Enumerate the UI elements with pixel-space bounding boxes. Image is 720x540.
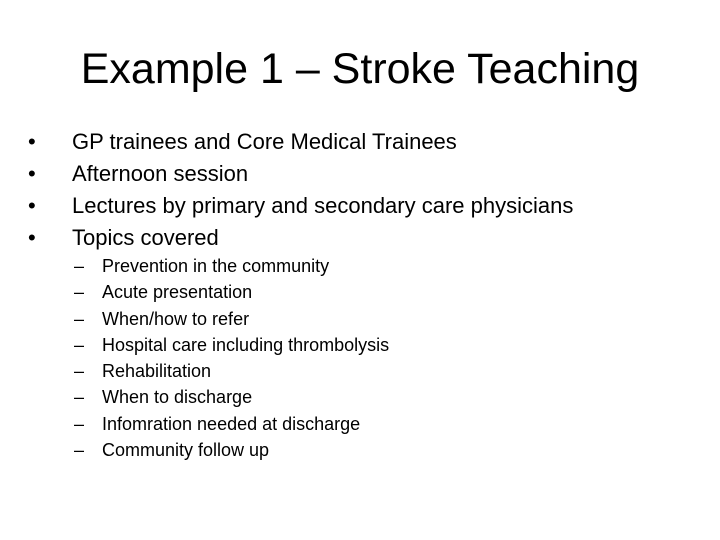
bullet-marker: •: [28, 129, 36, 154]
sub-bullet-marker: –: [74, 413, 85, 434]
sub-bullet-item: [74, 253, 694, 279]
sub-bullet-item: [74, 437, 694, 463]
bullet-text: GP trainees and Core Medical Trainees: [72, 129, 457, 154]
sub-bullet-text: Prevention in the community: [102, 256, 330, 276]
bullet-item: [24, 126, 704, 158]
sub-bullet-item: [74, 332, 694, 358]
sub-bullet-marker: –: [74, 361, 85, 382]
bullet-text: Afternoon session: [72, 161, 249, 186]
slide-title: Example 1 – Stroke Teaching: [80, 45, 640, 93]
bullet-text: Lectures by primary and secondary care physicians: [72, 193, 574, 218]
sub-bullet-item: [74, 384, 694, 410]
sub-bullet-text: Community follow up: [102, 440, 270, 461]
sub-bullet-text: Rehabilitation: [102, 361, 212, 382]
sub-bullet-marker: –: [74, 282, 85, 303]
sub-bullet-item: [74, 411, 694, 437]
bullet-item: [24, 158, 704, 190]
sub-bullet-text: When to discharge: [102, 387, 253, 408]
bullet-marker: •: [28, 225, 36, 250]
sub-bullet-marker: –: [74, 256, 85, 276]
sub-bullet-marker: –: [74, 334, 85, 355]
bullet-item: [24, 222, 704, 254]
bullet-item: [24, 190, 704, 222]
sub-bullet-marker: –: [74, 308, 85, 329]
bullet-list: [24, 126, 704, 254]
sub-bullet-item: [74, 358, 694, 384]
sub-bullet-item: [74, 306, 694, 332]
bullet-text: Topics covered: [72, 225, 219, 250]
sub-bullet-text: Infomration needed at discharge: [102, 413, 361, 434]
sub-bullet-text: Acute presentation: [102, 282, 253, 303]
sub-bullet-text: When/how to refer: [102, 308, 250, 329]
sub-bullet-marker: –: [74, 387, 85, 408]
sub-bullet-text: Hospital care including thrombolysis: [102, 334, 390, 355]
bullet-marker: •: [28, 193, 36, 218]
sub-bullet-list: [74, 253, 694, 463]
sub-bullet-item: [74, 279, 694, 305]
bullet-marker: •: [28, 161, 36, 186]
sub-bullet-marker: –: [74, 440, 85, 461]
